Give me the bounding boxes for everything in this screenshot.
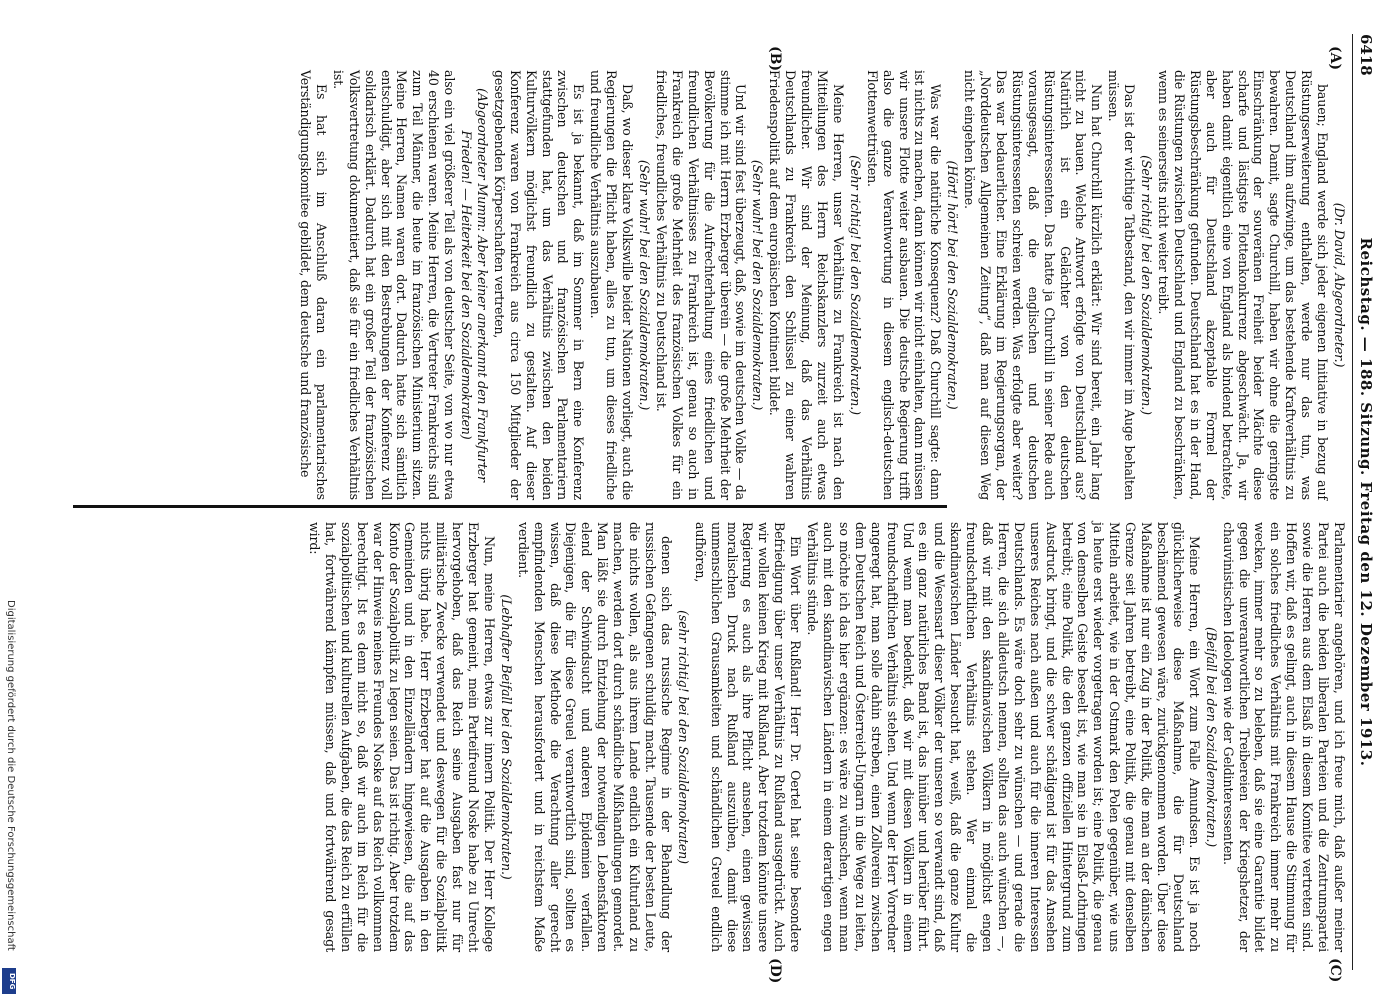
paragraph: Daß, wo dieser klare Volkswille beider Nationen vorliegt, auch die Regierungen die Pflicht haben, alles zu tun, um dieses friedliche und freundliche Verhältnis auszubauen. — [588, 70, 636, 500]
digitization-credit — [2, 600, 16, 995]
paragraph: Parlamentarier angehören, und ich freue mich, daß außer meiner Partei auch die beiden liberalen Parteien und die Zentrumspartei sowie die Herren aus dem Elsaß in diesem Komitee vertreten sind. Hoffen wir, daß es gelingt, auch in diesem Hause die Stimmung für ein solches friedliches Verhältnis mit Frankreich immer mehr zu wecken, immer mehr so zu beleben, daß sie eine Garantie bildet gegen die unverantwortlichen Treibereien der Kriegshetzer, der chauvinistischen Ideologen wie der Geldinteressenten. — [1220, 522, 1347, 952]
interjection: (Dr. David, Abgeordneter.) — [1332, 202, 1347, 368]
paragraph: also ein viel größerer Teil als von deutscher Seite, von wo nur etwa 40 erschienen waren. Meine Herren, die Vertreter Frankreichs sind zum Teil Männer, die heute im französischen Ministerium sitzen. Meine Herren, Namen waren dort. Dadurch hatte sich sämtlich entschuldigt, aber sich mit den Bestrebungen der Konferenz voll solidarisch erklärt. Dadurch hat ein großer Teil der französischen Volksvertretung dokumentiert, daß sie für ein friedliches Verhältnis ist. — [330, 70, 458, 500]
interjection: (sehr richtig! bei den Sozialdemokraten) — [675, 610, 691, 864]
paragraph: bauen; England werde sich jeder eigenen Initiative in bezug auf Rüstungserweiterung enthalten, werde nur das tun, was Deutschland ihm aufzwinge, um das bestehende Kraftverhältnis zu bewahren. Damit, sagte Churchill, haben wir ohne die geringste Einschränkung der souveränen Freiheit beider Mächte diese scharfe und lästigste Flottenkonkurrenz abgeschwächt. Ja, wir haben damit eigentlich eine von England als bindend betrachtete, aber auch für Deutschland akzeptable Formel der Rüstungsbeschränkung gefunden. Deutschland hat es in der Hand, die Rüstungen zwischen Deutschland und England zu beschränken, wenn es seinerseits nicht weiter treibt. — [1156, 70, 1331, 500]
paragraph: Meine Herren, unser Verhältnis zu Frankreich ist nach den Mitteilungen des Herrn Reichskanzlers zurzeit auch etwas freundlicher. Wir sind der Meinung, daß das Verhältnis Deutschlands zu Frankreich den Schlüssel zu einer wahren Friedenspolitik auf dem europäischen Kontinent bildet. — [767, 70, 846, 500]
right-column — [305, 522, 1347, 952]
paragraph: Es ist ja bekannt, daß im Sommer in Bern eine Konferenz zwischen deutschen und französischen Parlamentariern stattgefunden hat, um das Verhältnis zwischen den beiden Kulturvölkern möglichst freundlich zu gestalten. Auf dieser Konferenz waren von Frankreich aus circa 150 Mitglieder der gesetzgebenden Körperschaften vertreten, — [491, 70, 587, 500]
paragraph: denen sich das russische Regime in der Behandlung der russischen Gefangenen schuldig macht. Tausende der besten Leute, die nichts wollen, als aus ihrem Lande endlich ein Kulturland zu machen, werden dort durch schändliche Mißhandlungen gemordet. Man läßt sie durch Entziehung der notwendigen Lebensfaktoren elend der Schwindsucht und anderen Epidemien verfallen. Diejenigen, die für diese Greuel verantwortlich sind, sollten es wissen, daß diese Methode die Verachtung aller gerecht empfindenden Menschen herausfordert und in reichstem Maße verdient. — [515, 522, 674, 952]
interjection: (Sehr wahr! bei den Sozialdemokraten.) — [637, 159, 653, 411]
page-number: 6418 — [1357, 34, 1375, 76]
credit-text: Digitalisierung gefördert durch die Deutsche Forschungsgemeinschaft — [5, 600, 16, 951]
interjection: (Hört! hört! bei den Sozialdemokraten.) — [945, 160, 961, 410]
paragraph: Nun hat Churchill kürzlich erklärt: Wir sind bereit, ein Jahr lang nicht zu bauen. Welche Antwort erfolgte von Deutschland aus? Natürlich ist ein Gelächter von den deutschen Rüstungsinteressenten. Das hatte ja Churchill in seiner Rede auch vorausgesagt, daß die englischen und deutschen Rüstungsinteressenten schreien werden. Was erfolgte aber weiter? Das war bedauerlicher. Eine Erklärung im Regierungsorgan, der „Norddeutschen Allgemeinen Zeitung“, daß man auf diesen Weg nicht eingehen könne. — [962, 70, 1105, 500]
header-rule — [1352, 34, 1353, 970]
running-header — [1351, 34, 1375, 970]
paragraph: Meine Herren, ein Wort zum Falle Amundsen. Es ist ja noch glücklicherweise diese Maßnahme, die für Deutschland beschämend gewesen wäre, zurückgenommen worden. Über diese Maßnahme ist nur ein Zug in der Politik, die man an der dänischen Grenze seit Jahren betreibt, eine Politik, die genau mit denselben Mitteln arbeitet, wie in der Ostmark den Polen gegenüber, wie uns ja heute erst wieder vorgetragen worden ist; eine Politik, die genau von demselben Geiste beseelt ist, wie man sie in Elsaß-Lothringen betreibt; eine Politik, die den ganzen offiziellen Hintergrund zum Ausdruck bringt, und die schwer schädigend ist für das Ansehen unseres Reiches nach außen und auch für die inneren Interessen Deutschlands. Es wäre doch sehr zu wünschen — und gerade die Herren, die sich alldeutsch nennen, sollten das auch wünschen —, daß wir mit den skandinavischen Völkern in möglichst engen freundschaftlichen Verhältnis stehen. Wer einmal die skandinavischen Länder besucht hat, weiß, daß die ganze Kultur und die Wesensart dieser Völker der unseren so verwandt sind, daß es ein ganz natürliches Band ist, das hinüber und herüber führt. Und wenn man bedenkt, daß wir mit diesen Völkern in einem freundschaftlichen Verhältnis stehen. Und wenn der Herr Vorredner angeregt hat, man solle dahin streben, einen Zollverein zwischen dem Deutschen Reich und Österreich-Ungarn in die Wege zu leiten, so möchte ich das hier ergänzen: es wäre zu wünschen, wenn man auch mit den skandinavischen Ländern in einem derartigen engen Verhältnis stünde. — [805, 522, 1202, 952]
interjection: (Sehr richtig! bei den Sozialdemokraten.) — [1139, 155, 1155, 415]
margin-mark-b: (B) — [767, 46, 783, 72]
rotated-document — [73, 0, 1383, 1000]
margin-mark-c: (C) — [1327, 958, 1343, 983]
interjection: (Lebhafter Beifall bei den Sozialdemokraten.) — [498, 594, 514, 880]
interjection: (Sehr wahr! bei den Sozialdemokraten.) — [750, 159, 766, 411]
margin-mark-a: (A) — [1327, 46, 1343, 71]
paragraph: Ein Wort über Rußland! Herr Dr. Oertel hat seine besondere Befriedigung über unser Verhältnis zu Rußland ausgedrückt. Auch wir wollen keinen Krieg mit Rußland. Aber trotzdem könnte unsere Regierung es auch als ihre Pflicht ansehen, einen gewissen moralischen Druck nach Rußland auszuüben, damit diese unmenschlichen Grausamkeiten und schändlichen Greuel endlich aufhören, — [692, 522, 804, 952]
paragraph: Was war die natürliche Konsequenz? Daß Churchill sagte: dann ist nichts zu machen, dann können wir nicht einhalten, dann müssen wir unsere Flotte weiter ausbauen. Die deutsche Regierung trifft also die ganze Verantwortung in diesem englisch-deutschen Flottenwettrüsten. — [864, 70, 944, 500]
column-separator — [73, 505, 947, 508]
interjection: (Abgeordneter Mumm: Aber keiner anerkannt den Frankfurter Frieden! — Heiterkeit bei den Sozialdemokraten) — [459, 88, 490, 482]
interjection: (Sehr richtig! bei den Sozialdemokraten.) — [847, 155, 863, 415]
interjection: (Beifall bei den Sozialdemokraten.) — [1203, 627, 1219, 847]
header-title: Reichstag. — 188. Sitzung. Freitag den 12. Dezember 1913. — [1357, 237, 1375, 767]
paragraph: Es hat sich im Anschluß daran ein parlamentarisches Verständigungskomitee gebildet, dem deutsche und französische — [298, 70, 329, 500]
paragraph: Das ist der wichtige Tatbestand, den wir immer im Auge behalten müssen. — [1106, 70, 1138, 500]
left-column — [296, 70, 1347, 500]
margin-mark-d: (D) — [767, 958, 783, 984]
paragraph: Und wir sind fest überzeugt, daß, sowie im deutschen Volke — da stimme ich mit Herrn Erzberger überein — die große Mehrheit der Bevölkerung für die Aufrechterhaltung eines friedlichen und freundlichen Verhältnisses zu Frankreich ist, genau so auch in Frankreich die große Mehrheit des französischen Volkes für ein friedliches, freundliches Verhältnis zu Deutschland ist. — [653, 70, 749, 500]
paragraph: Nun, meine Herren, etwas zur innern Politik. Der Herr Kollege Erzberger hat gemeint, mein Parteifreund Noske habe zu Unrecht hervorgehoben, daß das Reich seine Ausgaben fast nur für militärische Zwecke verwendet und deswegen für die Sozialpolitik nichts übrig habe. Herr Erzberger hat auf die Ausgaben in den Gemeinden und in den Einzelländern hingewiesen, die auf das Konto der Sozialpolitik zu legen seien. Das ist richtig. Aber trotzdem war der Hinweis meines Freundes Noske auf das Reich vollkommen berechtigt. Ist es denn nicht so, daß wir auch im Reich für die sozialpolitischen und kulturellen Aufgaben, die das Reich zu erfüllen hat, fortwährend kämpfen müssen, daß und fortwährend gesagt wird: — [307, 522, 497, 952]
dfg-logo: DFG — [2, 968, 16, 994]
